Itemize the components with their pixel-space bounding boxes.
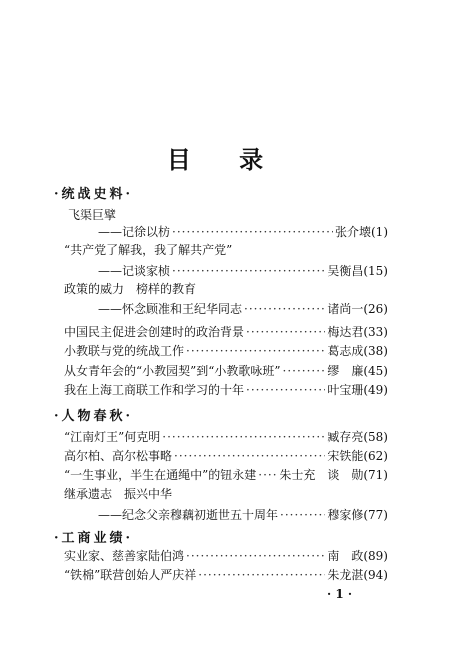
leader-dots [258, 468, 277, 482]
toc-entry[interactable] [64, 566, 388, 583]
toc-entry[interactable] [98, 506, 388, 523]
toc-entry[interactable] [64, 447, 388, 464]
toc-entry[interactable] [98, 262, 388, 279]
entry-page: (33) [363, 325, 388, 339]
section-heading-2: ·人物春秋· [54, 409, 134, 424]
entry-author: 叶宝珊 [327, 383, 364, 397]
entry-author: 宋铁能 [327, 449, 364, 463]
entry-title: 高尔柏、高尔松事略 [64, 449, 173, 463]
entry-page: (38) [363, 344, 388, 358]
toc-entry[interactable] [64, 323, 388, 340]
toc-entry[interactable] [98, 223, 388, 240]
entry-page: (89) [363, 549, 388, 563]
entry-title: 从女青年会的“小教园契”到“小教歌咏班” [64, 364, 281, 378]
leader-dots [172, 225, 333, 239]
toc-entry[interactable] [98, 300, 388, 317]
entry-title: 继承遗志 振兴中华 [64, 487, 173, 501]
entry-page: (45) [363, 364, 388, 378]
entry-page: (1) [371, 225, 388, 239]
leader-dots [174, 449, 325, 463]
entry-title: “铁棉”联营创始人严庆祥 [64, 568, 197, 582]
leader-dots [186, 549, 325, 563]
leader-dots [162, 430, 325, 444]
leader-dots [283, 364, 326, 378]
entry-author: 缪 廉 [327, 364, 364, 378]
section-heading-1: ·统战史料· [54, 187, 134, 202]
entry-subtitle: ——记徐以枋 [98, 225, 171, 239]
toc-entry[interactable] [64, 381, 388, 398]
entry-page: (26) [363, 302, 388, 316]
entry-author: 穆家修 [327, 508, 364, 522]
section-heading-3: ·工商业绩· [54, 531, 134, 546]
toc-entry[interactable] [64, 342, 388, 359]
entry-page: (58) [363, 430, 388, 444]
leader-dots [172, 264, 325, 278]
entry-subtitle: ——纪念父亲穆藕初逝世五十周年 [98, 508, 279, 522]
page-title: 目 录 [166, 145, 284, 174]
toc-entry[interactable] [64, 428, 388, 445]
entry-author: 朱龙湛 [327, 568, 364, 582]
entry-author: 臧存亮 [327, 430, 364, 444]
leader-dots [280, 508, 325, 522]
page-number: · 1 · [327, 587, 353, 601]
leader-dots [244, 302, 325, 316]
entry-title: 我在上海工商联工作和学习的十年 [64, 383, 245, 397]
entry-author: 葛志成 [327, 344, 364, 358]
toc-entry[interactable] [64, 466, 388, 483]
leader-dots [246, 383, 325, 397]
entry-title: 中国民主促进会创建时的政治背景 [64, 325, 245, 339]
entry-author: 梅达君 [327, 325, 364, 339]
toc-entry[interactable] [64, 547, 388, 564]
entry-author: 南 政 [327, 549, 364, 563]
entry-page: (62) [363, 449, 388, 463]
leader-dots [246, 325, 325, 339]
entry-title: 小教联与党的统战工作 [64, 344, 185, 358]
entry-author: 张介壊 [334, 225, 371, 239]
entry-page: (15) [363, 264, 388, 278]
toc-entry[interactable] [64, 362, 388, 379]
entry-author: 诸尚一 [327, 302, 364, 316]
entry-subtitle: ——记谈家桢 [98, 264, 171, 278]
leader-dots [198, 568, 325, 582]
entry-subtitle: ——怀念顾准和王纪华同志 [98, 302, 243, 316]
entry-author: 朱士充 谈 勋 [279, 468, 364, 482]
entry-title: “一生事业，半生在通绳中”的钮永建 [64, 468, 257, 482]
leader-dots [186, 344, 325, 358]
entry-title: “共产党了解我，我了解共产党” [64, 243, 233, 257]
entry-title: 飞渠巨擘 [68, 208, 117, 222]
entry-title: 实业家、慈善家陆伯鸿 [64, 549, 185, 563]
entry-title: “江南灯王”何克明 [64, 430, 161, 444]
entry-page: (77) [363, 508, 388, 522]
entry-title: 政策的威力 榜样的教育 [64, 282, 197, 296]
entry-page: (71) [363, 468, 388, 482]
entry-author: 吴衡昌 [327, 264, 364, 278]
entry-page: (94) [363, 568, 388, 582]
entry-page: (49) [363, 383, 388, 397]
